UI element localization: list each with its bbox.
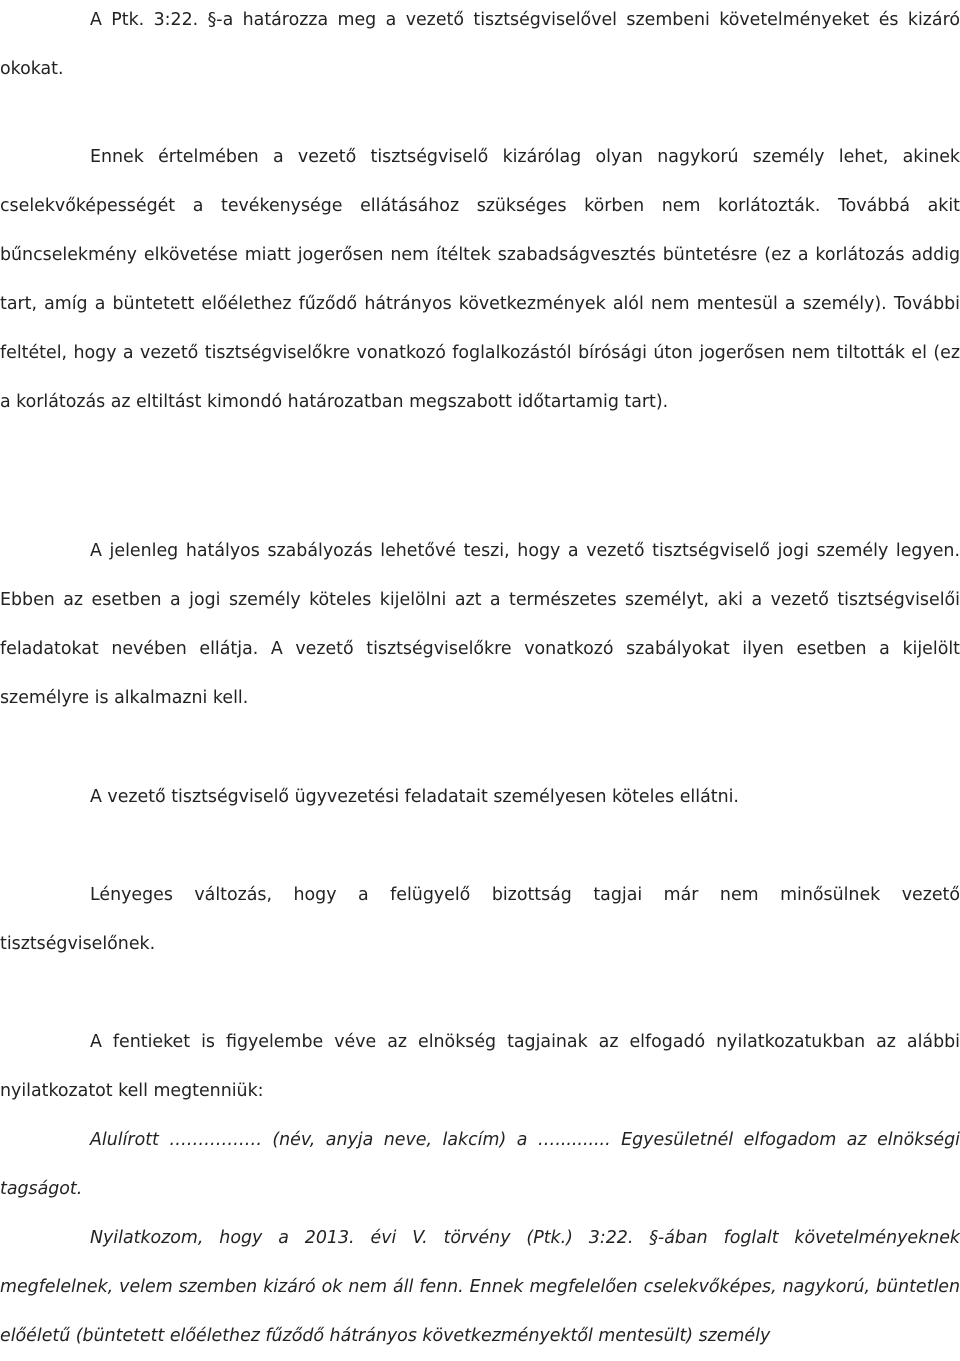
paragraph-personal-duty: A vezető tisztségviselő ügyvezetési feladatait személyesen köteles ellátni. <box>90 787 739 807</box>
paragraph-ptk-reference: A Ptk. 3:22. §-a határozza meg a vezető tisztségviselővel szembeni követelményeket és kizáró okokat. <box>0 10 960 79</box>
declaration-acceptance-text: Alulírott ……………. (név, anyja neve, lakcím) a ….......... Egyesületnél elfogadom az elnökségi tagságot. <box>0 1130 960 1199</box>
paragraph-declaration-intro: A fentieket is figyelembe véve az elnökség tagjainak az elfogadó nyilatkozatukban az alábbi nyilatkozatot kell megtenniük: <box>0 1032 960 1101</box>
declaration-compliance-text: Nyilatkozom, hogy a 2013. évi V. törvény (Ptk.) 3:22. §-ában foglalt követelményeknek megfelelnek, velem szemben kizáró ok nem áll fenn. Ennek megfelelően cselekvőképes, nagykorú, büntetlen előéletű (büntetett előélethez fűződő hátrányos következményektől mentesült) személy <box>0 1228 960 1346</box>
paragraph-supervisory-board-change: Lényeges változás, hogy a felügyelő bizottság tagjai már nem minősülnek vezető tisztségviselőnek. <box>0 885 960 954</box>
paragraph-eligibility-conditions: Ennek értelmében a vezető tisztségviselő kizárólag olyan nagykorú személy lehet, akinek cselekvőképességét a tevékenysége ellátásához szükséges körben nem korlátozták. Továbbá akit bűncselekmény elkövetése miatt jogerősen nem ítéltek szabadságvesztés büntetésre (ez a korlátozás addig tart, amíg a büntetett előélethez fűződő hátrányos következmények alól nem mentesül a személy). További feltétel, hogy a vezető tisztségviselőkre vonatkozó foglalkozástól bírósági úton jogerősen nem tiltották el (ez a korlátozás az eltiltást kimondó határozatban megszabott időtartamig tart). <box>0 147 960 412</box>
paragraph-legal-person-officer: A jelenleg hatályos szabályozás lehetővé teszi, hogy a vezető tisztségviselő jogi személy legyen. Ebben az esetben a jogi személy köteles kijelölni azt a természetes személyt, aki a vezető tisztségviselői feladatokat nevében ellátja. A vezető tisztségviselőkre vonatkozó szabályokat ilyen esetben a kijelölt személyre is alkalmazni kell. <box>0 541 960 708</box>
